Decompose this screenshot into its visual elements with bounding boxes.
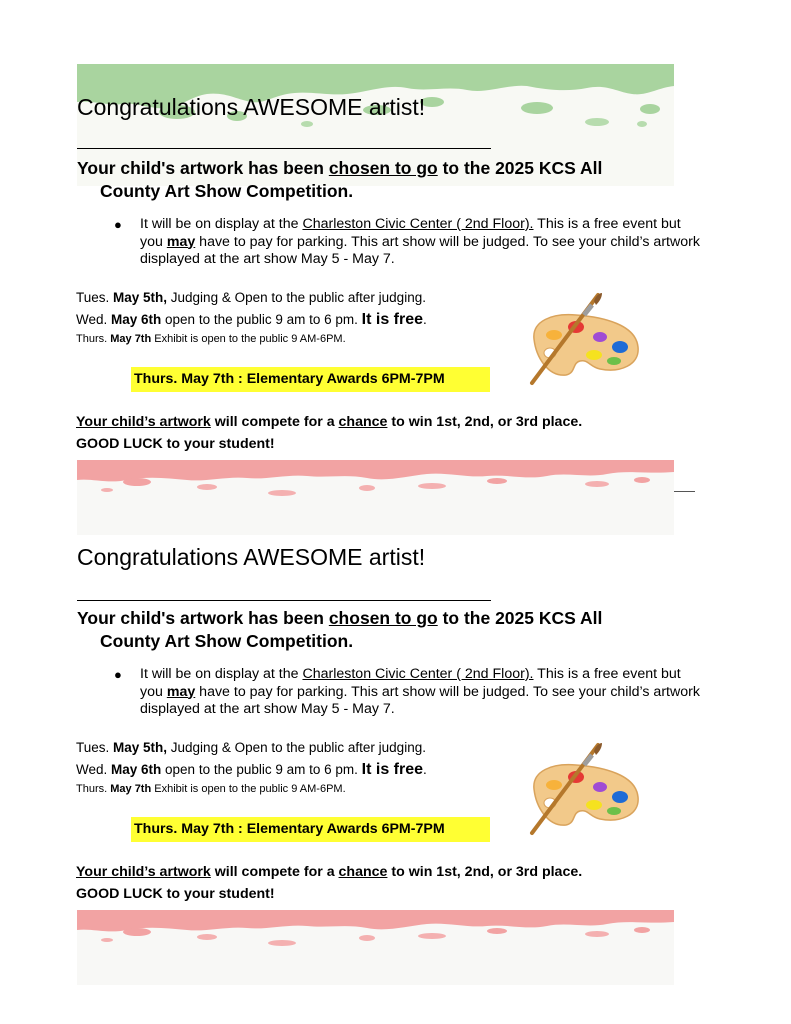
subhead-underlined: chosen to go xyxy=(328,608,438,628)
subhead-line-2: County Art Show Competition. xyxy=(100,181,354,201)
bullet-part1: It will be on display at the xyxy=(140,216,303,232)
date-label: May 7th xyxy=(110,333,152,345)
date-label: May 5th, xyxy=(113,290,168,305)
compete-text-2: to win 1st, 2nd, or 3rd place. xyxy=(387,864,583,880)
subhead-underlined: chosen to go xyxy=(328,158,438,178)
schedule-detail: Exhibit is open to the public 9 AM-6PM. xyxy=(151,333,346,345)
signature-line xyxy=(77,148,491,149)
free-emphasis: It is free xyxy=(361,761,424,778)
schedule-tuesday xyxy=(76,740,426,755)
schedule-thursday xyxy=(76,333,346,345)
chance-underlined: chance xyxy=(338,864,388,880)
page-title: Congratulations AWESOME artist! xyxy=(77,544,426,570)
schedule-thursday xyxy=(76,783,346,795)
bullet-part3: have to pay for parking. This art show will be judged. To see your child’s artwork displayed at the art show May 5 - May 7. xyxy=(140,233,700,267)
venue-link: Charleston Civic Center ( 2nd Floor). xyxy=(302,666,534,682)
paint-palette-icon xyxy=(524,291,642,387)
schedule-wednesday xyxy=(76,761,427,779)
good-luck-text: GOOD LUCK to your student! xyxy=(76,886,275,902)
schedule-detail: Exhibit is open to the public 9 AM-6PM. xyxy=(151,783,346,795)
subhead-text-2: to the 2025 KCS All xyxy=(437,608,603,628)
day-label: Wed. xyxy=(76,312,112,327)
day-label: Thurs. xyxy=(76,783,111,795)
free-emphasis: It is free xyxy=(361,311,424,328)
schedule-detail: Judging & Open to the public after judging. xyxy=(167,290,426,305)
subhead-text: Your child's artwork has been xyxy=(77,158,329,178)
paint-palette-icon xyxy=(524,741,642,837)
subhead-text-2: to the 2025 KCS All xyxy=(437,158,603,178)
bullet-part2: This is a free event but you xyxy=(140,666,681,700)
schedule-tuesday xyxy=(76,290,426,305)
compete-underlined: Your child’s artwork xyxy=(76,864,211,880)
day-label: Wed. xyxy=(76,762,112,777)
day-label: Tues. xyxy=(76,740,114,755)
bullet-part1: It will be on display at the xyxy=(140,666,303,682)
day-label: Thurs. xyxy=(76,333,111,345)
schedule-detail: open to the public 9 am to 6 pm. xyxy=(161,312,362,327)
day-label: Tues. xyxy=(76,290,114,305)
period: . xyxy=(423,762,427,777)
selection-announcement xyxy=(77,157,697,203)
competition-note xyxy=(76,861,582,905)
selection-announcement xyxy=(77,607,697,653)
flyer-1 xyxy=(0,0,791,460)
subhead-line-2: County Art Show Competition. xyxy=(100,631,354,651)
may-emphasis: may xyxy=(166,233,196,250)
signature-line xyxy=(77,600,491,601)
chance-underlined: chance xyxy=(338,414,388,430)
schedule-wednesday xyxy=(76,311,427,329)
schedule-detail: open to the public 9 am to 6 pm. xyxy=(161,762,362,777)
bullet-text xyxy=(140,666,704,719)
compete-underlined: Your child’s artwork xyxy=(76,414,211,430)
bullet-dot-icon: ● xyxy=(114,217,122,232)
date-label: May 6th xyxy=(111,312,162,327)
compete-text: will compete for a xyxy=(210,414,339,430)
date-label: May 5th, xyxy=(113,740,168,755)
bullet-part3: have to pay for parking. This art show will be judged. To see your child’s artwork displayed at the art show May 5 - May 7. xyxy=(140,683,700,717)
venue-link: Charleston Civic Center ( 2nd Floor). xyxy=(302,216,534,232)
may-emphasis: may xyxy=(166,683,196,700)
date-label: May 7th xyxy=(110,783,152,795)
date-label: May 6th xyxy=(111,762,162,777)
competition-note xyxy=(76,411,582,455)
display-info-bullet xyxy=(114,216,704,269)
flyer-2 xyxy=(0,452,791,912)
good-luck-text: GOOD LUCK to your student! xyxy=(76,436,275,452)
bullet-part2: This is a free event but you xyxy=(140,216,681,250)
compete-text-2: to win 1st, 2nd, or 3rd place. xyxy=(387,414,583,430)
bullet-text xyxy=(140,216,704,269)
page-title: Congratulations AWESOME artist! xyxy=(77,94,426,120)
compete-text: will compete for a xyxy=(210,864,339,880)
awards-highlight: Thurs. May 7th : Elementary Awards 6PM-7PM xyxy=(131,367,490,392)
subhead-text: Your child's artwork has been xyxy=(77,608,329,628)
awards-highlight: Thurs. May 7th : Elementary Awards 6PM-7PM xyxy=(131,817,490,842)
display-info-bullet xyxy=(114,666,704,719)
period: . xyxy=(423,312,427,327)
bullet-dot-icon: ● xyxy=(114,667,122,682)
pink-paint-drip-banner xyxy=(77,910,674,985)
schedule-detail: Judging & Open to the public after judging. xyxy=(167,740,426,755)
